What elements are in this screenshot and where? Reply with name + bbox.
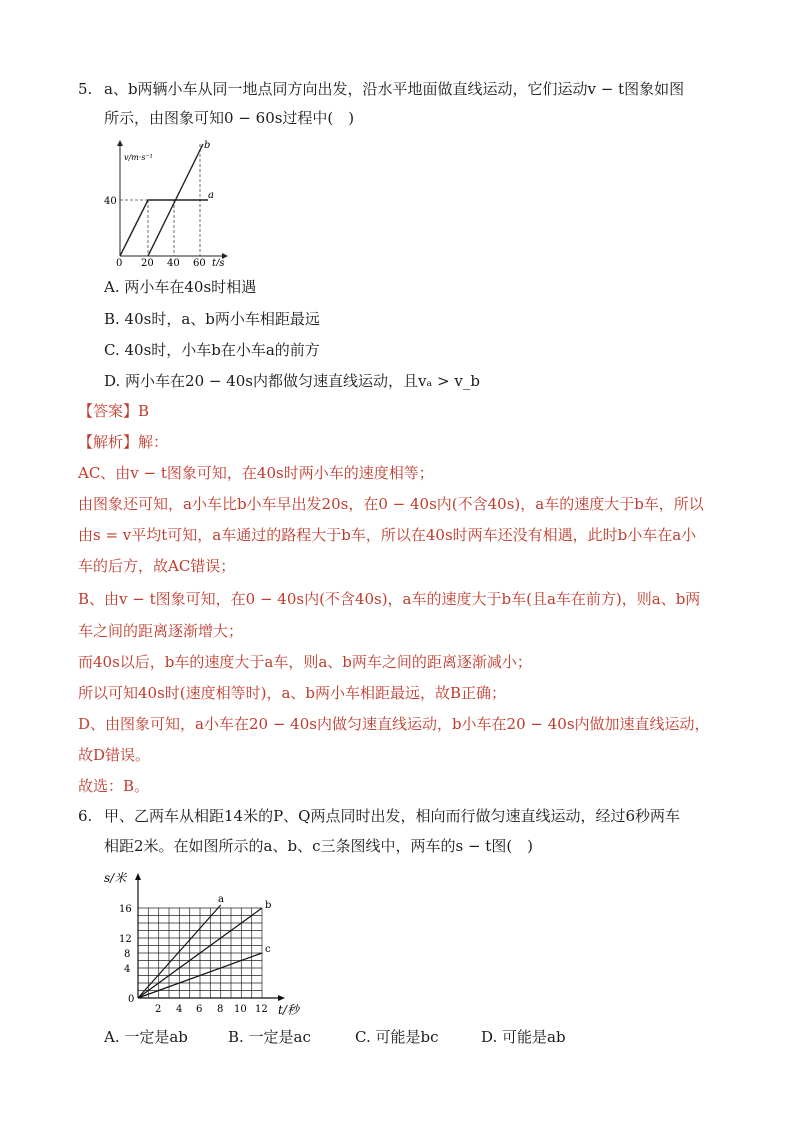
q6-option-c: C. 可能是bc — [355, 1028, 439, 1046]
q5-number: 5. — [78, 80, 93, 98]
q6-xlabel: t/秒 — [278, 1003, 299, 1017]
q5-analysis-line: 车之间的距离逐渐增大； — [78, 622, 244, 640]
q5-analysis-line: 而40s以后，b车的速度大于a车，则a、b两车之间的距离逐渐减小； — [78, 653, 532, 671]
q5-xtick-40: 40 — [167, 258, 180, 266]
q6-xtick-8: 8 — [217, 1004, 224, 1015]
q5-option-c: C. 40s时，小车b在小车a的前方 — [104, 341, 320, 359]
q5-label-a: a — [208, 190, 214, 201]
q5-analysis-line: 故D错误。 — [78, 746, 151, 764]
q6-number: 6. — [78, 807, 93, 825]
q5-analysis-line: 由s = v平均t可知，a车通过的路程大于b车，所以在40s时两车还没有相遇，此时b小车在a小 — [78, 526, 697, 544]
q5-analysis-line: B、由v − t图象可知，在0 − 40s内(不含40s)，a车的速度大于b车(且a车在前方)，则a、b两 — [78, 590, 701, 608]
q5-vt-graph — [104, 138, 234, 266]
q5-origin: 0 — [116, 258, 123, 266]
q6-xtick-12: 12 — [255, 1004, 268, 1015]
q6-ytick-16: 16 — [119, 904, 132, 915]
q6-label-c: c — [265, 944, 271, 955]
q6-st-graph — [100, 868, 310, 1018]
q6-xtick-10: 10 — [234, 1004, 247, 1015]
q5-option-a: A. 两小车在40s时相遇 — [104, 278, 257, 296]
q6-option-b: B. 一定是ac — [228, 1028, 311, 1046]
q5-ylabel: v/m·s⁻¹ — [124, 153, 153, 162]
q6-ytick-12: 12 — [119, 934, 132, 945]
q5-option-d: D. 两小车在20 − 40s内都做匀速直线运动，且vₐ > v_b — [104, 372, 480, 390]
q6-origin: 0 — [128, 994, 135, 1005]
q6-label-a: a — [218, 894, 224, 905]
q6-ytick-4: 4 — [124, 964, 131, 975]
q5-analysis-line: D、由图象可知，a小车在20 − 40s内做匀速直线运动，b小车在20 − 40s内做加速直线运动， — [78, 715, 710, 733]
q6-stem-line2: 相距2米。在如图所示的a、b、c三条图线中，两车的s − t图( ) — [104, 837, 534, 855]
q5-analysis-line: 由图象还可知，a小车比b小车早出发20s，在0 − 40s内(不含40s)，a车的速度大于b车，所以 — [78, 495, 704, 513]
q5-stem-line1: a、b两辆小车从同一地点同方向出发，沿水平地面做直线运动，它们运动v − t图象如图 — [104, 80, 685, 98]
q6-ylabel: s/米 — [104, 871, 127, 885]
q5-xlabel: t/s — [212, 258, 225, 266]
q6-stem-line1: 甲、乙两车从相距14米的P、Q两点同时出发，相向而行做匀速直线运动，经过6秒两车 — [104, 807, 681, 825]
q5-option-b: B. 40s时，a、b两小车相距最远 — [104, 310, 320, 328]
q6-option-a: A. 一定是ab — [104, 1028, 188, 1046]
q5-analysis-line: 故选：B。 — [78, 777, 150, 795]
q5-line-a — [120, 200, 208, 256]
q6-ytick-8: 8 — [124, 949, 131, 960]
q5-answer: 【答案】B — [78, 402, 150, 420]
q6-label-b: b — [265, 900, 272, 911]
q5-analysis-line: AC、由v − t图象可知，在40s时两小车的速度相等； — [78, 464, 434, 482]
q5-analysis-line: 车的后方，故AC错误； — [78, 557, 236, 575]
q5-stem-line2: 所示，由图象可知0 − 60s过程中( ) — [104, 109, 355, 127]
q5-label-b: b — [204, 140, 211, 151]
q5-ytick-40: 40 — [104, 196, 117, 207]
q5-analysis-line: 所以可知40s时(速度相等时)，a、b两小车相距最远，故B正确； — [78, 684, 507, 702]
q6-xtick-2: 2 — [155, 1004, 162, 1015]
q6-option-d: D. 可能是ab — [481, 1028, 566, 1046]
q5-xtick-60: 60 — [193, 258, 206, 266]
q6-xtick-6: 6 — [196, 1004, 203, 1015]
q6-xtick-4: 4 — [176, 1004, 183, 1015]
q5-analysis-title: 【解析】解： — [78, 433, 169, 451]
q5-xtick-20: 20 — [141, 258, 154, 266]
